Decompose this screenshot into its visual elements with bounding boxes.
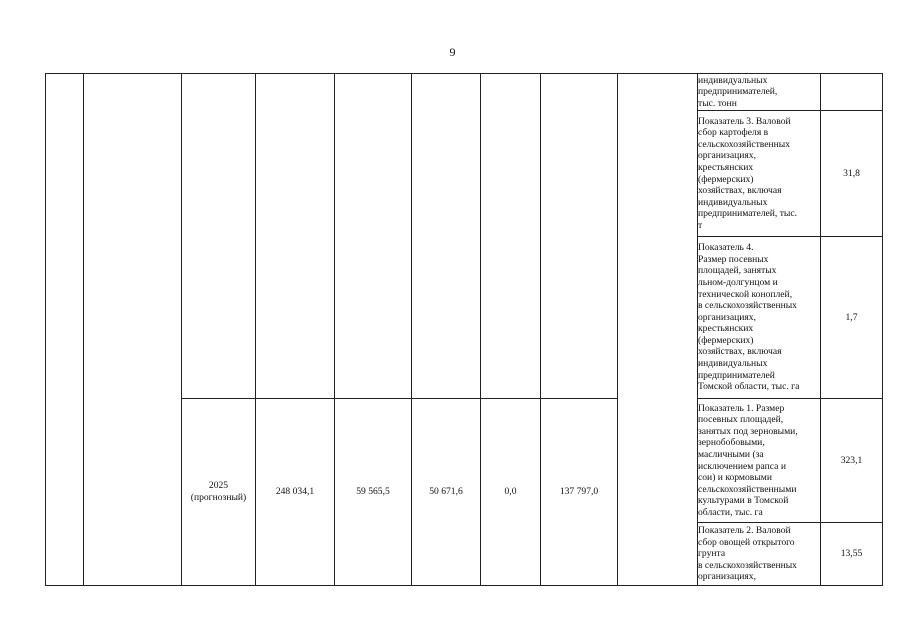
indicator-text-line: области, тыс. га bbox=[698, 506, 763, 518]
page-number: 9 bbox=[449, 45, 456, 59]
blank-cell-year bbox=[182, 74, 256, 399]
blank-cell-participant bbox=[618, 74, 698, 586]
indicator-text-line: площадей, занятых bbox=[698, 265, 777, 277]
indicator-text-line: грунта bbox=[698, 548, 726, 560]
blank-cell-col2 bbox=[84, 74, 182, 586]
program-table bbox=[45, 73, 883, 586]
indicator-cell bbox=[698, 111, 821, 237]
indicator-text-line: т bbox=[698, 219, 703, 231]
blank-cell-extra bbox=[541, 74, 618, 399]
indicator-text-line: Показатель 4. bbox=[698, 242, 754, 254]
indicator-text-line: организациях, bbox=[698, 311, 756, 323]
indicator-value: 31,8 bbox=[821, 111, 883, 237]
indicator-text-line: посевных площадей, bbox=[698, 414, 784, 426]
indicator-text-line: Показатель 1. Размер bbox=[698, 402, 785, 414]
year-note: (прогнозный) bbox=[190, 492, 247, 503]
indicator-text-line: Томской области, тыс. га bbox=[698, 381, 800, 393]
indicator-text-line: тыс. тонн bbox=[698, 97, 737, 109]
indicator-text-line: индивидуальных bbox=[698, 74, 768, 86]
indicator-value: 1,7 bbox=[821, 237, 883, 399]
indicator-text-line: сбор овощей открытого bbox=[698, 536, 795, 548]
blank-cell-regional bbox=[412, 74, 481, 399]
blank-cell-local bbox=[481, 74, 541, 399]
indicator-value bbox=[821, 74, 883, 111]
indicator-text-line: (фермерских) bbox=[698, 173, 754, 185]
indicator-value: 323,1 bbox=[821, 399, 883, 523]
indicator-text-line: зернобобовыми, bbox=[698, 437, 765, 449]
indicator-text-line: масличными (за bbox=[698, 448, 764, 460]
indicator-text-line: льном-долгунцом и bbox=[698, 276, 778, 288]
local-value-cell: 0,0 bbox=[481, 399, 541, 586]
indicator-text-line: Показатель 3. Валовой bbox=[698, 115, 791, 127]
indicator-text-line: в сельскохозяйственных bbox=[698, 300, 797, 312]
indicator-text-line: Показатель 2. Валовой bbox=[698, 525, 791, 537]
year-label: 2025 bbox=[208, 480, 229, 492]
indicator-text-line: технической коноплей, bbox=[698, 288, 793, 300]
indicator-text-line: сбор картофеля в bbox=[698, 127, 769, 139]
indicator-text-line: (фермерских) bbox=[698, 334, 754, 346]
indicator-text-line: индивидуальных bbox=[698, 358, 768, 370]
blank-cell-federal bbox=[335, 74, 412, 399]
indicator-text-line: крестьянских bbox=[698, 161, 754, 173]
indicator-text-line: исключением рапса и bbox=[698, 460, 786, 472]
indicator-text-line: хозяйствах, включая bbox=[698, 346, 782, 358]
indicator-text-line: хозяйствах, включая bbox=[698, 185, 782, 197]
indicator-text-line: культурами в Томской bbox=[698, 495, 789, 507]
indicator-text-line: в сельскохозяйственных bbox=[698, 559, 797, 571]
indicator-cell bbox=[698, 74, 821, 111]
indicator-text-line: крестьянских bbox=[698, 323, 754, 335]
federal-value-cell: 59 565,5 bbox=[335, 399, 412, 586]
indicator-cell bbox=[698, 237, 821, 399]
indicator-cell bbox=[698, 523, 821, 586]
indicator-text-line: сельскохозяйственных bbox=[698, 138, 791, 150]
indicator-text-line: организациях, bbox=[698, 150, 756, 162]
total-value-cell: 248 034,1 bbox=[256, 399, 335, 586]
indicator-value: 13,55 bbox=[821, 523, 883, 586]
blank-cell-total bbox=[256, 74, 335, 399]
extra-value-cell: 137 797,0 bbox=[541, 399, 618, 586]
indicator-text-line: предпринимателей bbox=[698, 369, 775, 381]
indicator-text-line: предпринимателей, тыс. bbox=[698, 208, 798, 220]
indicator-text-line: предпринимателей, bbox=[698, 86, 778, 98]
indicator-cell bbox=[698, 399, 821, 523]
indicator-text-line: сои) и кормовыми bbox=[698, 472, 772, 484]
indicator-text-line: индивидуальных bbox=[698, 196, 768, 208]
table-row bbox=[46, 74, 883, 111]
blank-cell-col1 bbox=[46, 74, 84, 586]
indicator-text-line: занятых под зерновыми, bbox=[698, 425, 798, 437]
regional-value-cell: 50 671,6 bbox=[412, 399, 481, 586]
year-cell bbox=[182, 399, 256, 586]
indicator-text-line: организациях, bbox=[698, 571, 756, 583]
indicator-text-line: сельскохозяйственными bbox=[698, 483, 797, 495]
indicator-text-line: Размер посевных bbox=[698, 253, 769, 265]
